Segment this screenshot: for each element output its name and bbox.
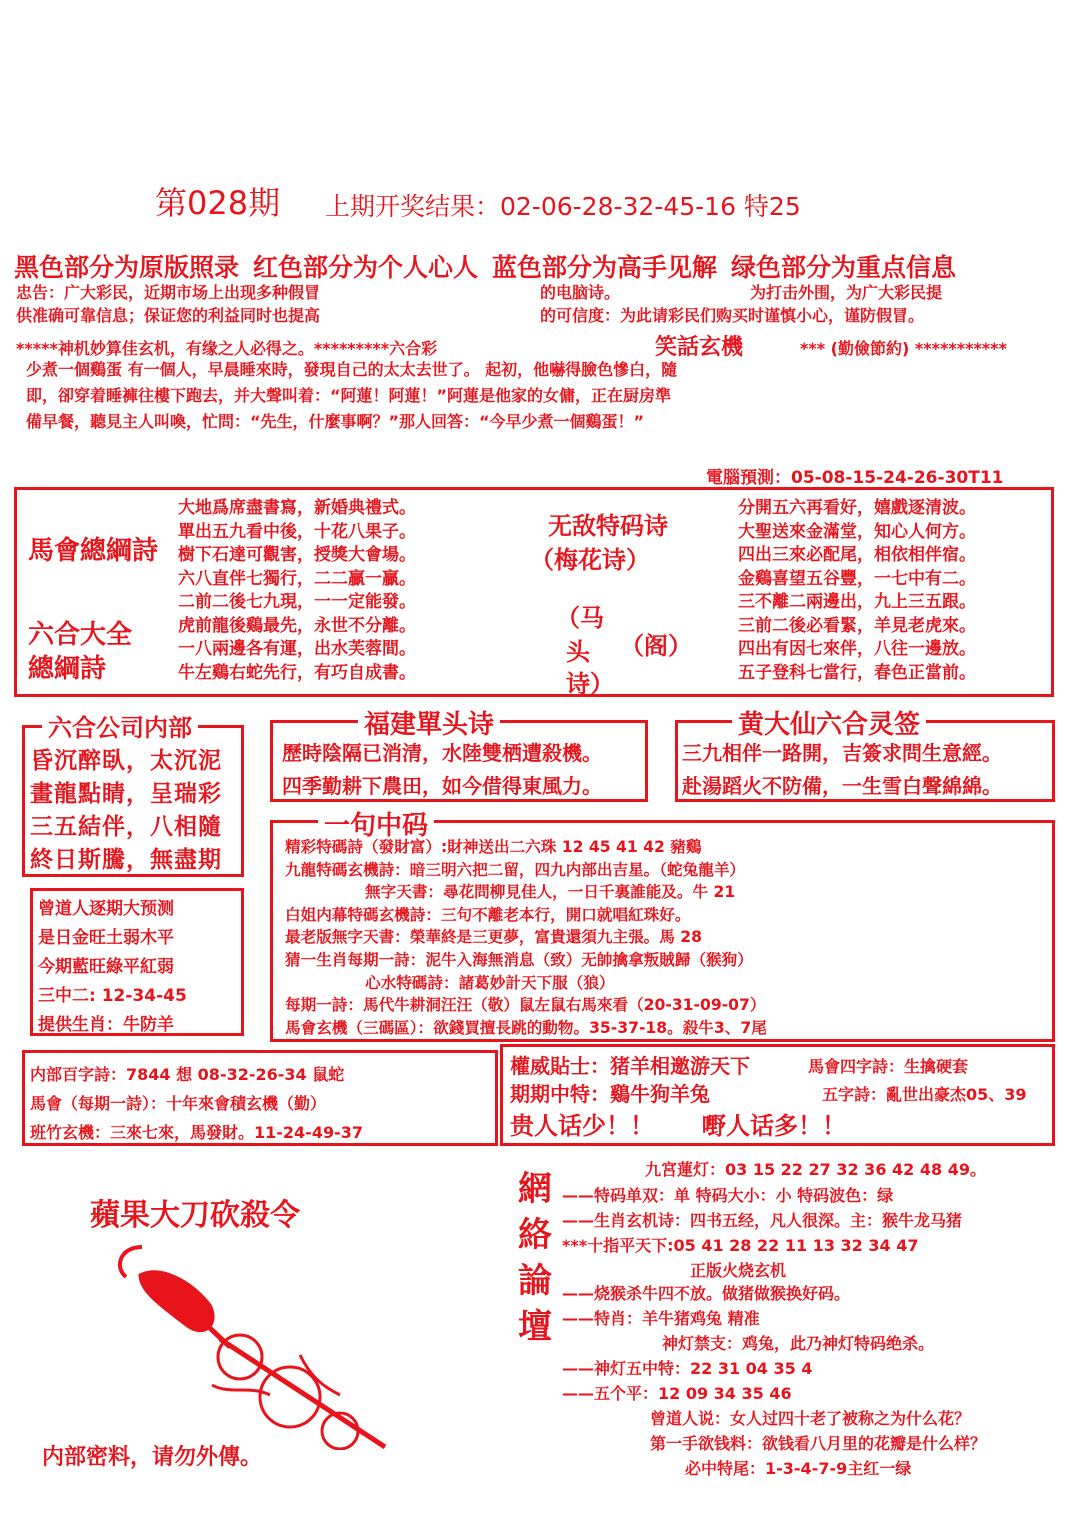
internal-line: 内部百字詩：7844 想 08-32-26-34 鼠蛇 — [30, 1065, 345, 1084]
notice-right-1: 的电脑诗。 — [540, 283, 621, 302]
joke-body — [26, 357, 677, 435]
sentence-line: 猜一生肖每期一詩：泥牛入海無消息（致）无帥擒拿叛賊歸（猴狗） — [285, 950, 753, 969]
company-lines — [30, 745, 222, 877]
forum-side — [512, 1166, 558, 1350]
poem-line: 大地爲席盡書寫，新婚典禮式。 — [178, 498, 416, 518]
sentence-line: 無字天書：尋花問柳見佳人，一日千裏誰能及。牛 21 — [365, 883, 736, 902]
forum-line-13: 必中特尾：1-3-4-7-9主红一绿 — [685, 1459, 912, 1478]
forum-line-7: ——特肖：羊牛猪鸡兔 精准 — [562, 1309, 760, 1328]
joke-header-right: *** (勤儉節約) *********** — [800, 339, 1007, 358]
joke-title: 笑話玄機 — [655, 335, 744, 360]
mid-sub-4: （阁） — [620, 632, 692, 660]
sentence-line: 每期一詩：馬代牛耕洞汪汪（敬）鼠左鼠右馬來看（20-31-09-07） — [285, 996, 766, 1015]
notice-right-1b: 为打击外围，为广大彩民提 — [750, 283, 943, 302]
notice-left-1: 忠告：广大彩民，近期市场上出现多种假冒 — [16, 283, 321, 302]
company-line: 終日斯騰，無盡期 — [30, 847, 222, 873]
poem-label-horse: 馬會總綱詩 — [28, 536, 159, 566]
preacher-line: 提供生肖：牛防羊 — [38, 1015, 174, 1035]
forum-line-2: ——特码单双：单 特码大小：小 特码波色：绿 — [562, 1186, 894, 1205]
poem-line: 五子登科七當行，春色正當前。 — [738, 662, 976, 683]
preacher-lines — [38, 895, 187, 1040]
huang-title: 黄大仙六合灵签 — [732, 704, 926, 741]
poem-line: 四出三來必配尾，相依相伴宿。 — [738, 545, 976, 565]
issue-number: 第028期 — [155, 184, 281, 222]
company-line: 昏沉醉臥，太沉泥 — [30, 748, 222, 774]
forum-line-9: ——神灯五中特：22 31 04 35 4 — [562, 1359, 813, 1378]
preacher-line: 是日金旺土弱木平 — [38, 928, 174, 948]
forum-line-11: 曾道人说：女人过四十老了被称之为什么花？ — [650, 1409, 971, 1428]
legend-line — [14, 248, 956, 284]
poem-line: 三不離二兩邊出，九上三五跟。 — [738, 592, 976, 612]
sentence-line: 白姐内幕特碼玄機詩：三句不離老本行，開口就唱紅珠好。 — [285, 905, 691, 924]
mid-sub-1: （马 — [556, 604, 604, 632]
poem-line: 分開五六再看好，嬉戲逐清波。 — [738, 498, 976, 518]
forum-line-10: ——五个平：12 09 34 35 46 — [562, 1384, 792, 1403]
last-draw-result: 上期开奖结果：02-06-28-32-45-16 特25 — [325, 192, 801, 221]
sentence-lines — [285, 836, 767, 1039]
forum-side-char: 論 — [518, 1261, 552, 1301]
company-line: 三五結伴，八相隨 — [30, 814, 222, 840]
sentence-title: 一句中码 — [318, 805, 434, 842]
poem-label-liuhe: 六合大全 — [28, 620, 133, 650]
forum-line-3: ——生肖玄机诗：四书五经，凡人很深。主：猴牛龙马猪 — [562, 1211, 963, 1230]
legend-green: 绿色部分为重点信息 — [731, 253, 957, 282]
mid-sub-2: 头 — [566, 638, 590, 666]
forum-side-char: 絡 — [518, 1215, 552, 1255]
poem-line: 樹下石達可觀害，授獎大會場。 — [178, 545, 416, 565]
forum-line-1: 九宮蓮灯：03 15 22 27 32 36 42 48 49。 — [645, 1160, 986, 1179]
mid-sub-3: 诗） — [566, 670, 614, 698]
poem-label-gangshi: 總綱詩 — [28, 654, 107, 684]
notice-left-2: 供准确可靠信息；保证您的利益同时也提高 — [16, 306, 321, 325]
joke-header: *****神机妙算佳玄机，有缘之人必得之。*********六合彩 — [16, 339, 438, 358]
preacher-line: 今期藍旺綠平紅弱 — [38, 957, 174, 977]
authority-tip: 權威貼士：猪羊相邀游天下 — [510, 1054, 750, 1078]
forum-line-8: 神灯禁支：鸡兔，此乃神灯特码绝杀。 — [662, 1334, 935, 1353]
legend-black: 黑色部分为原版照录 — [14, 253, 240, 282]
authority-slogan: 贵人话少！！ — [510, 1112, 654, 1140]
poem-line: 二前二後七九現，一一定能發。 — [178, 592, 416, 612]
huang-lines — [682, 737, 1002, 803]
poem-line: 牛左鷄右蛇先行，有巧自成書。 — [178, 662, 416, 683]
notice-right-2: 的可信度：为此请彩民们购买时谨慎小心，谨防假冒。 — [540, 306, 925, 325]
forum-side-char: 壇 — [518, 1307, 552, 1347]
forum-line-4: ***十指平天下:05 41 28 22 11 13 32 34 47 — [562, 1236, 919, 1255]
sentence-line: 心水特碼詩：諸葛妙計天下服（狼） — [365, 973, 615, 992]
joke-line: 備早餐，聽見主人叫喚，忙問：“先生，什麼事啊？”那人回答：“今早少煮一個鷄蛋！” — [26, 412, 645, 431]
sentence-line: 最老版無字天書：榮華終是三更夢，富貴還須九主張。馬 28 — [285, 928, 702, 947]
poem-left — [178, 497, 416, 685]
poem-line: 四出有因七來伴，八往一邊放。 — [738, 639, 976, 659]
joke-line: 即，卻穿着睡褲往樓下跑去，并大聲叫着：“阿蓮！阿蓮！”阿蓮是他家的女傭，正在厨房準 — [26, 386, 672, 405]
authority-special: 期期中特：鷄牛狗羊兔 — [510, 1082, 710, 1106]
authority-five-char: 五字詩：亂世出豪杰05、39 — [822, 1085, 1027, 1104]
sentence-line: 精彩特碼詩（發財富）:財神送出二六珠 12 45 41 42 豬鷄 — [285, 838, 702, 856]
internal-lines — [30, 1060, 363, 1147]
apple-footer: 内部密料，请勿外傳。 — [42, 1445, 263, 1470]
company-line: 畫龍點睛，呈瑞彩 — [30, 781, 222, 807]
internal-line: 馬會（每期一詩）：十年來會積玄機（勤） — [30, 1094, 327, 1113]
legend-red: 红色部分为个人心人 — [253, 253, 479, 282]
preacher-line: 三中二: 12-34-45 — [38, 986, 187, 1006]
preacher-title: 曾道人逐期大预测 — [38, 899, 174, 919]
sword-picture — [100, 1235, 400, 1450]
poem-line: 單出五九看中後，十花八果子。 — [178, 521, 416, 542]
poem-line: 三前二後必看緊，羊見老虎來。 — [738, 615, 976, 636]
sentence-line: 馬會玄機（三碼區）：欲錢買擅長跳的動物。35-37-18。殺牛3、7尾 — [285, 1018, 767, 1037]
authority-slogan-2: 嘢人话多！！ — [702, 1112, 846, 1140]
poem-line: 六八直伴七獨行，二二贏一贏。 — [178, 568, 416, 589]
company-title: 六合公司内部 — [42, 708, 198, 743]
poem-line: 金鷄喜望五谷豐，一七中有二。 — [738, 568, 976, 589]
fujian-line: 歷時陰隔已消清，水陸雙栖遭殺機。 — [282, 741, 602, 765]
poem-line: 一八兩邊各有運，出水芙蓉間。 — [178, 639, 416, 659]
internal-line: 班竹玄機：三來七來，馬發財。11-24-49-37 — [30, 1123, 363, 1142]
forum-line-5: 正版火烧玄机 — [690, 1261, 787, 1280]
poem-line: 大聖送來金滿堂，知心人何方。 — [738, 521, 976, 542]
forum-side-char: 網 — [518, 1169, 552, 1209]
mid-title-1: 无敌特码诗 — [548, 512, 668, 540]
computer-forecast: 電腦預測：05-08-15-24-26-30T11 — [706, 468, 1004, 488]
huang-line: 三九相伴一路開，吉簽求問生意經。 — [682, 741, 1002, 765]
joke-line: 少煮一個鷄蛋 有一個人，早晨睡來時，發現自己的太太去世了。 起初，他嚇得臉色慘白，隨 — [26, 360, 678, 379]
authority-four-char: 馬會四字詩：生擒硬套 — [808, 1057, 969, 1076]
forum-line-6: ——烧猴杀牛四不放。做猪做猴换好码。 — [562, 1284, 851, 1303]
fujian-lines — [282, 737, 602, 803]
huang-line: 赴湯蹈火不防備，一生雪白聲綿綿。 — [682, 774, 1002, 798]
fujian-line: 四季勤耕下農田，如今借得東風力。 — [282, 774, 602, 798]
poem-right — [738, 497, 976, 685]
mid-title-2: （梅花诗） — [530, 546, 650, 574]
fujian-title: 福建單头诗 — [358, 704, 500, 741]
sentence-line: 九龍特碼玄機詩：暗三明六把二留，四九内部出吉星。（蛇兔龍羊） — [285, 860, 746, 879]
apple-title: 蘋果大刀砍殺令 — [90, 1198, 300, 1233]
forum-line-12: 第一手欲钱料：欲钱看八月里的花瓣是什么样？ — [650, 1434, 987, 1453]
legend-blue: 蓝色部分为高手见解 — [492, 253, 718, 282]
poem-line: 虎前龍後鷄最先，永世不分離。 — [178, 615, 416, 636]
